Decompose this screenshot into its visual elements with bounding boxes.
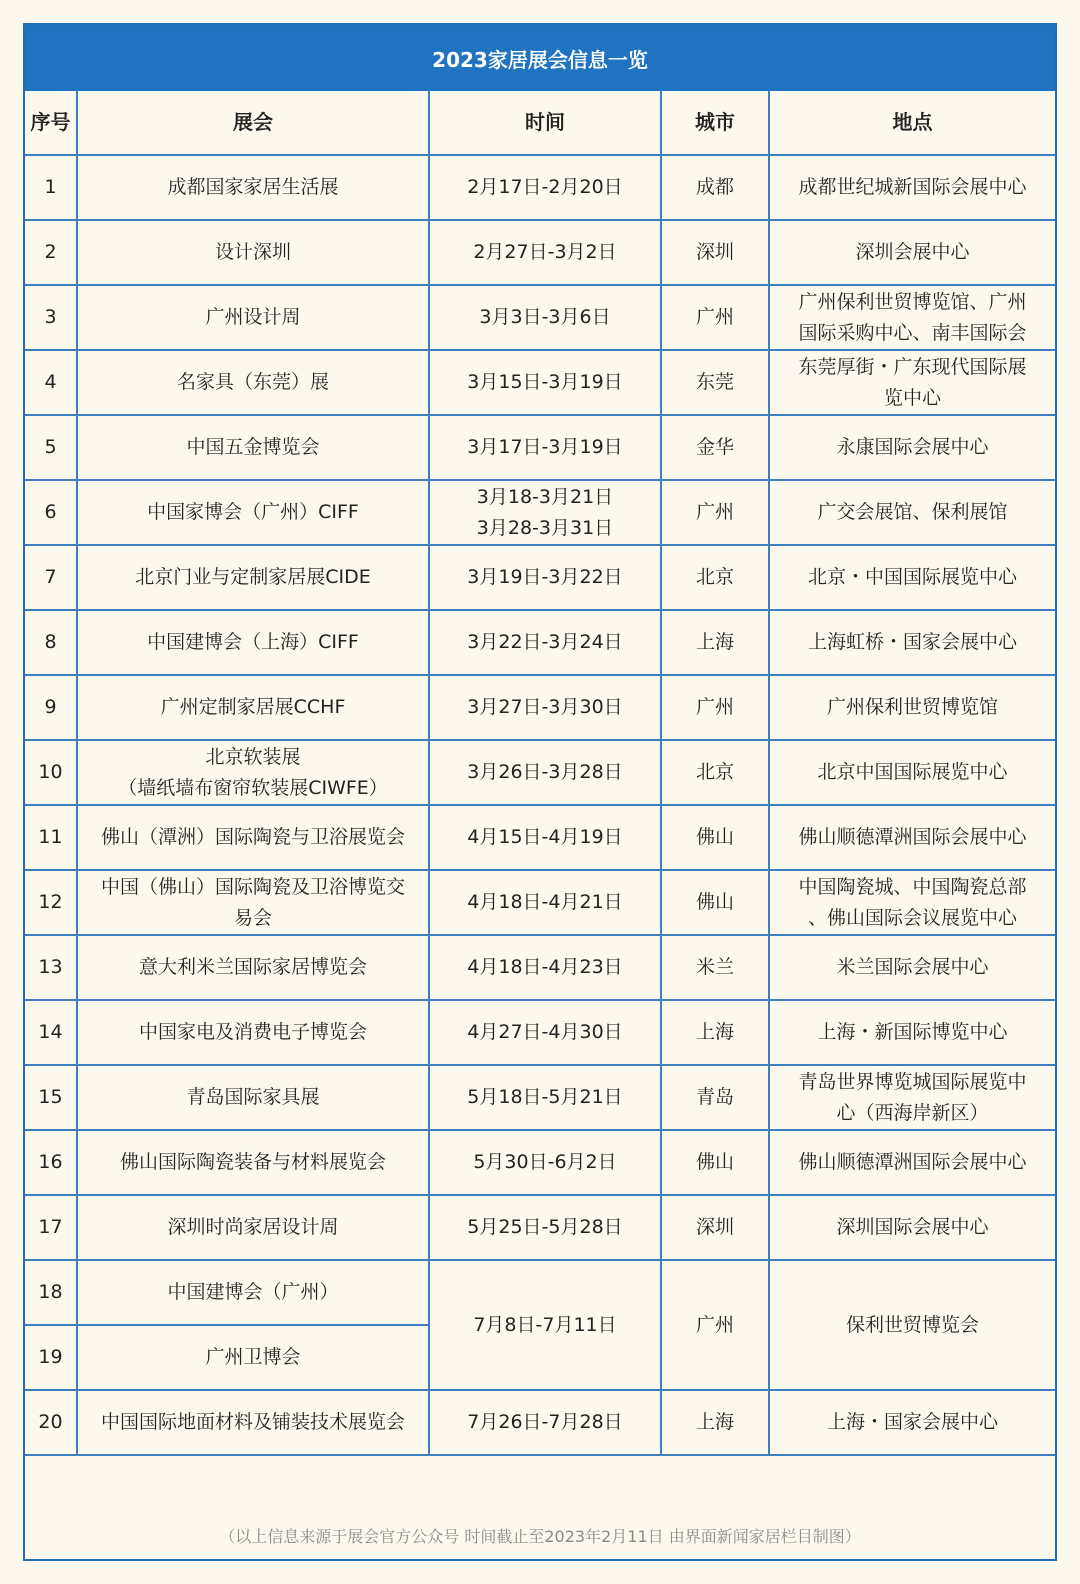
cell-venue: 永康国际会展中心: [769, 415, 1055, 480]
cell-venue: 广州保利世贸博览馆: [769, 675, 1055, 740]
cell-venue: 佛山顺德潭洲国际会展中心: [769, 805, 1055, 870]
cell-index: 5: [25, 415, 77, 480]
cell-expo: 深圳时尚家居设计周: [77, 1195, 429, 1260]
cell-city: 北京: [661, 740, 769, 805]
cell-index: 1: [25, 155, 77, 220]
cell-city: 佛山: [661, 1130, 769, 1195]
cell-expo: 广州设计周: [77, 285, 429, 350]
cell-city: 深圳: [661, 220, 769, 285]
cell-time-merged: 7月8日-7月11日: [429, 1260, 661, 1390]
cell-venue: 广交会展馆、保利展馆: [769, 480, 1055, 545]
cell-venue: 上海・国家会展中心: [769, 1390, 1055, 1455]
table-row: [25, 480, 1055, 545]
table-row: [25, 610, 1055, 675]
table-row: [25, 1130, 1055, 1195]
cell-venue: 北京・中国国际展览中心: [769, 545, 1055, 610]
cell-city: 上海: [661, 1000, 769, 1065]
cell-expo: 广州卫博会: [77, 1325, 429, 1390]
cell-index: 2: [25, 220, 77, 285]
cell-venue: 上海・新国际博览中心: [769, 1000, 1055, 1065]
cell-city-merged: 广州: [661, 1260, 769, 1390]
cell-expo: 中国国际地面材料及铺装技术展览会: [77, 1390, 429, 1455]
cell-venue: 成都世纪城新国际会展中心: [769, 155, 1055, 220]
cell-venue: 米兰国际会展中心: [769, 935, 1055, 1000]
header-index: 序号: [25, 91, 77, 155]
cell-city: 上海: [661, 1390, 769, 1455]
cell-index: 4: [25, 350, 77, 415]
cell-city: 佛山: [661, 870, 769, 935]
cell-venue: 上海虹桥・国家会展中心: [769, 610, 1055, 675]
cell-time: 2月27日-3月2日: [429, 220, 661, 285]
cell-city: 广州: [661, 285, 769, 350]
cell-index: 19: [25, 1325, 77, 1390]
cell-expo: 设计深圳: [77, 220, 429, 285]
table-row: [25, 220, 1055, 285]
cell-time: 4月15日-4月19日: [429, 805, 661, 870]
header-expo: 展会: [77, 91, 429, 155]
cell-index: 3: [25, 285, 77, 350]
table-row: [25, 350, 1055, 415]
cell-time: 2月17日-2月20日: [429, 155, 661, 220]
cell-venue: 青岛世界博览城国际展览中 心（西海岸新区）: [769, 1065, 1055, 1130]
cell-venue: 深圳国际会展中心: [769, 1195, 1055, 1260]
cell-time: 3月15日-3月19日: [429, 350, 661, 415]
cell-time: 4月18日-4月23日: [429, 935, 661, 1000]
cell-index: 12: [25, 870, 77, 935]
cell-time: 5月18日-5月21日: [429, 1065, 661, 1130]
cell-city: 上海: [661, 610, 769, 675]
table-row: [25, 1195, 1055, 1260]
cell-index: 16: [25, 1130, 77, 1195]
table-row: [25, 285, 1055, 350]
cell-time: 3月19日-3月22日: [429, 545, 661, 610]
table-row: [25, 545, 1055, 610]
expo-table: [25, 91, 1055, 1456]
cell-venue: 东莞厚街・广东现代国际展 览中心: [769, 350, 1055, 415]
table-row: [25, 805, 1055, 870]
header-row: [25, 91, 1055, 155]
cell-index: 11: [25, 805, 77, 870]
cell-expo: 成都国家家居生活展: [77, 155, 429, 220]
cell-time: 3月17日-3月19日: [429, 415, 661, 480]
cell-time: 3月3日-3月6日: [429, 285, 661, 350]
cell-city: 金华: [661, 415, 769, 480]
cell-time: 4月27日-4月30日: [429, 1000, 661, 1065]
cell-index: 14: [25, 1000, 77, 1065]
cell-venue: 佛山顺德潭洲国际会展中心: [769, 1130, 1055, 1195]
table-row: [25, 1000, 1055, 1065]
cell-city: 东莞: [661, 350, 769, 415]
cell-expo: 北京软装展 （墙纸墙布窗帘软装展CIWFE）: [77, 740, 429, 805]
cell-index: 10: [25, 740, 77, 805]
cell-city: 深圳: [661, 1195, 769, 1260]
header-time: 时间: [429, 91, 661, 155]
cell-expo: 北京门业与定制家居展CIDE: [77, 545, 429, 610]
table-row: [25, 675, 1055, 740]
cell-venue: 深圳会展中心: [769, 220, 1055, 285]
cell-index: 8: [25, 610, 77, 675]
cell-time: 3月18-3月21日 3月28-3月31日: [429, 480, 661, 545]
cell-venue: 广州保利世贸博览馆、广州 国际采购中心、南丰国际会: [769, 285, 1055, 350]
cell-city: 佛山: [661, 805, 769, 870]
cell-expo: 意大利米兰国际家居博览会: [77, 935, 429, 1000]
cell-venue: 中国陶瓷城、中国陶瓷总部 、佛山国际会议展览中心: [769, 870, 1055, 935]
cell-city: 成都: [661, 155, 769, 220]
cell-expo: 中国家博会（广州）CIFF: [77, 480, 429, 545]
cell-expo: 中国五金博览会: [77, 415, 429, 480]
cell-expo: 佛山（潭洲）国际陶瓷与卫浴展览会: [77, 805, 429, 870]
cell-time: 3月22日-3月24日: [429, 610, 661, 675]
cell-expo: 佛山国际陶瓷装备与材料展览会: [77, 1130, 429, 1195]
table-row: [25, 870, 1055, 935]
cell-city: 广州: [661, 675, 769, 740]
cell-time: 7月26日-7月28日: [429, 1390, 661, 1455]
table-row: [25, 1065, 1055, 1130]
cell-time: 5月30日-6月2日: [429, 1130, 661, 1195]
cell-expo: 广州定制家居展CCHF: [77, 675, 429, 740]
cell-time: 3月26日-3月28日: [429, 740, 661, 805]
table-row: [25, 935, 1055, 1000]
cell-city: 青岛: [661, 1065, 769, 1130]
cell-city: 广州: [661, 480, 769, 545]
table-row: [25, 1260, 1055, 1325]
cell-index: 9: [25, 675, 77, 740]
table-row: [25, 155, 1055, 220]
cell-index: 18: [25, 1260, 77, 1325]
cell-venue-merged: 保利世贸博览会: [769, 1260, 1055, 1390]
table-title: 2023家居展会信息一览: [25, 25, 1055, 91]
table-row: [25, 1390, 1055, 1455]
cell-expo: 中国家电及消费电子博览会: [77, 1000, 429, 1065]
expo-table-frame: [23, 23, 1057, 1561]
cell-index: 17: [25, 1195, 77, 1260]
table-row: [25, 740, 1055, 805]
table-row: [25, 415, 1055, 480]
cell-time: 3月27日-3月30日: [429, 675, 661, 740]
cell-index: 13: [25, 935, 77, 1000]
cell-index: 7: [25, 545, 77, 610]
cell-time: 5月25日-5月28日: [429, 1195, 661, 1260]
cell-index: 15: [25, 1065, 77, 1130]
cell-expo: 中国建博会（广州）: [77, 1260, 429, 1325]
cell-expo: 名家具（东莞）展: [77, 350, 429, 415]
cell-index: 6: [25, 480, 77, 545]
cell-index: 20: [25, 1390, 77, 1455]
cell-expo: 中国（佛山）国际陶瓷及卫浴博览交 易会: [77, 870, 429, 935]
cell-city: 米兰: [661, 935, 769, 1000]
header-city: 城市: [661, 91, 769, 155]
cell-venue: 北京中国国际展览中心: [769, 740, 1055, 805]
cell-expo: 青岛国际家具展: [77, 1065, 429, 1130]
header-venue: 地点: [769, 91, 1055, 155]
cell-city: 北京: [661, 545, 769, 610]
cell-expo: 中国建博会（上海）CIFF: [77, 610, 429, 675]
source-note: （以上信息来源于展会官方公众号 时间截止至2023年2月11日 由界面新闻家居栏目制图）: [219, 1526, 861, 1546]
cell-time: 4月18日-4月21日: [429, 870, 661, 935]
